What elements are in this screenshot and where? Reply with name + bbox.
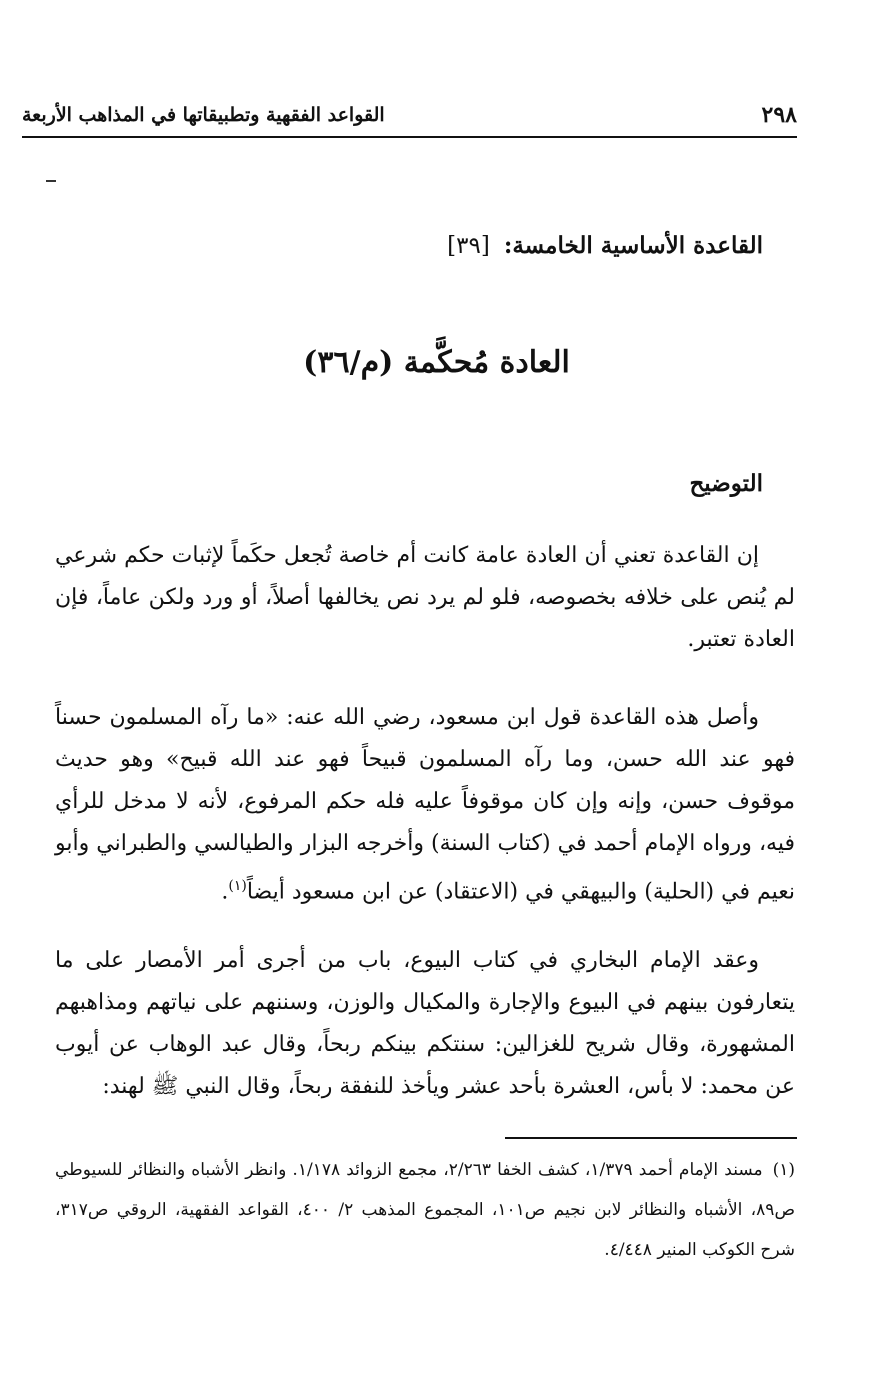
paragraph-3	[55, 940, 795, 1108]
footnote	[55, 1150, 795, 1270]
section-heading: التوضيح	[689, 470, 763, 497]
header-rule	[22, 136, 797, 138]
page-header	[22, 100, 797, 136]
footnote-number: (١)	[772, 1160, 796, 1180]
rule-heading-number: [٣٩]	[447, 233, 490, 259]
paragraph-2-text: وأصل هذه القاعدة قول ابن مسعود، رضي الله عنه: «ما رآه المسلمون حسناً فهو عند الله حسن، وما رآه المسلمون قبيحاً فهو عند الله قبيح» وهو حديث موقوف حسن، وإنه وإن كان موقوفاً عليه فله حكم المرفوع، لأنه لا مدخل للرأي فيه، ورواه الإمام أحمد في (كتاب السنة) وأخرجه البزار والطيالسي والطبراني وأبو نعيم في (الحلية) والبيهقي في (الاعتقاد) عن ابن مسعود أيضاً	[55, 705, 795, 905]
footnote-ref: (١)	[228, 878, 247, 894]
rule-heading	[447, 232, 763, 259]
page-number: ٢٩٨	[761, 102, 797, 128]
rule-title: العادة مُحكَّمة (م/٣٦)	[303, 345, 570, 380]
footnote-rule	[505, 1137, 797, 1139]
paragraph-2-body	[55, 697, 795, 913]
paragraph-3-text: وعقد الإمام البخاري في كتاب البيوع، باب من أجرى أمر الأمصار على ما يتعارفون بينهم في البيوع والإجارة والمكيال والوزن، وسننهم على نياتهم ومذاهبهم المشهورة، وقال شريح للغزالين: سنتكم بينكم ربحاً، وقال عبد الوهاب عن أيوب عن محمد: لا بأس، العشرة بأحد عشر ويأخذ للنفقة ربحاً، وقال النبي ﷺ لهند:	[55, 948, 795, 1099]
paragraph-1	[55, 535, 795, 661]
stray-mark	[46, 180, 56, 182]
footnote-text: مسند الإمام أحمد ١/٣٧٩، كشف الخفا ٢/٢٦٣، مجمع الزوائد ١/١٧٨. وانظر الأشباه والنظائر للسيوطي ص٨٩، الأشباه والنظائر لابن نجيم ص١٠١، المجموع المذهب ٢/ ٤٠٠، القواعد الفقهية، الروقي ص٣١٧، شرح الكوكب المنير ٤/٤٤٨.	[55, 1160, 795, 1260]
paragraph-2-end: .	[221, 879, 229, 905]
running-title: القواعد الفقهية وتطبيقاتها في المذاهب الأربعة	[22, 104, 385, 126]
paragraph-2	[55, 697, 795, 913]
rule-heading-label: القاعدة الأساسية الخامسة:	[503, 232, 763, 259]
paragraph-1-text: إن القاعدة تعني أن العادة عامة كانت أم خاصة تُجعل حكَماً لإثبات حكم شرعي لم يُنص على خلافه بخصوصه، فلو لم يرد نص يخالفها أصلاً، أو ورد ولكن عاماً، فإن العادة تعتبر.	[55, 543, 795, 652]
